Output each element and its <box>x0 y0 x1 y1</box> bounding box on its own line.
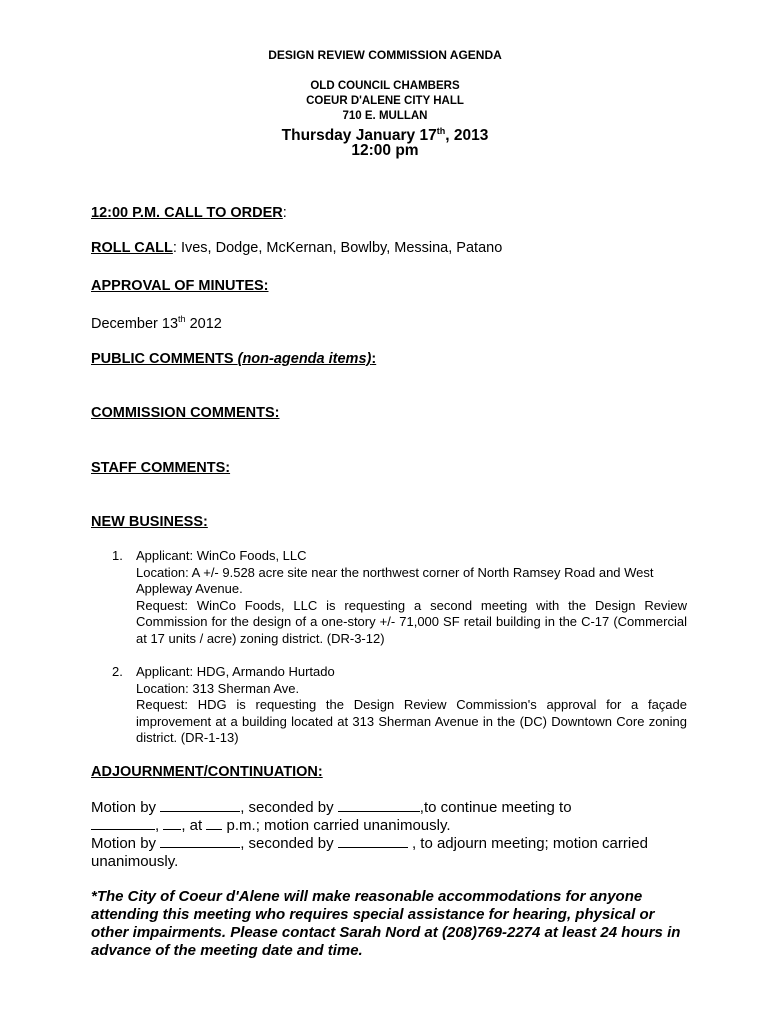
staff-comments-heading: STAFF COMMENTS: <box>91 460 231 476</box>
approval-of-minutes-heading: APPROVAL OF MINUTES: <box>91 278 269 294</box>
meeting-date: Thursday January 17th, 2013 <box>281 126 489 145</box>
blank-adjourn-motion-by[interactable] <box>160 835 240 848</box>
location-line-1: OLD COUNCIL CHAMBERS <box>310 80 460 92</box>
blank-seconded-by[interactable] <box>338 799 420 812</box>
item-1-location: Location: A +/- 9.528 acre site near the northwest corner of North Ramsey Road and West Appleway Avenue. <box>136 564 654 596</box>
roll-call-members: Ives, Dodge, McKernan, Bowlby, Messina, Patano <box>176 240 503 256</box>
blank-date[interactable] <box>91 817 155 830</box>
item-2-applicant: Applicant: HDG, Armando Hurtado <box>136 664 335 679</box>
roll-call: ROLL CALL: Ives, Dodge, McKernan, Bowlby, Messina, Patano <box>91 240 503 256</box>
minutes-date: December 13th 2012 <box>91 314 222 332</box>
agenda-title: DESIGN REVIEW COMMISSION AGENDA <box>268 48 502 62</box>
blank-motion-by[interactable] <box>160 799 240 812</box>
new-business-heading: NEW BUSINESS: <box>91 514 208 530</box>
item-2-request: Request: HDG is requesting the Design Review Commission's approval for a façade improvement at a building located at 313 Sherman Avenue in the (DC) Downtown Core zoning district. (DR-1-13) <box>136 697 687 745</box>
call-to-order: 12:00 P.M. CALL TO ORDER: <box>91 205 287 221</box>
item-1-applicant: Applicant: WinCo Foods, LLC <box>136 548 307 563</box>
blank-time[interactable] <box>206 817 222 830</box>
public-comments-heading: PUBLIC COMMENTS (non-agenda items): <box>91 351 377 367</box>
item-1-request: Request: WinCo Foods, LLC is requesting a second meeting with the Design Review Commission for the design of a one-story +/- 71,000 SF retail building in the C-17 (Commercial at 17 units / acre) zoning district. (DR-3-12) <box>136 597 687 646</box>
location-line-3: 710 E. MULLAN <box>342 110 428 122</box>
location-line-2: COEUR D'ALENE CITY HALL <box>306 95 464 107</box>
motion-continue: Motion by , seconded by ,to continue meeting to , , at p.m.; motion carried unanimously. <box>91 799 572 834</box>
commission-comments-heading: COMMISSION COMMENTS: <box>91 405 280 421</box>
blank-adjourn-seconded-by[interactable] <box>338 835 408 848</box>
meeting-time: 12:00 pm <box>351 142 419 159</box>
agenda-item-2: 2. Applicant: HDG, Armando Hurtado Location: 313 Sherman Ave. Request: HDG is requesting the Design Review Commission's approval for a façade improvement at a building located at 313 Sherman Avenue in the (DC) Downtown Core zoning district. (DR-1-13) <box>112 664 687 745</box>
agenda-item-1: 1. Applicant: WinCo Foods, LLC Location: A +/- 9.528 acre site near the northwest corner of North Ramsey Road and West Appleway Avenue. Request: WinCo Foods, LLC is requesting a second meeting with the Design Review Commission for the design of a one-story +/- 71,000 SF retail building in the C-17 (Commercial at 17 units / acre) zoning district. (DR-3-12) <box>112 548 687 646</box>
blank-day[interactable] <box>163 817 181 830</box>
accommodation-note: *The City of Coeur d'Alene will make reasonable accommodations for anyone attending this meeting who requires special assistance for hearing, physical or other impairments. Please contact Sarah Nord at (208)769-2274 at least 24 hours in advance of the meeting date and time. <box>91 888 681 959</box>
item-2-location: Location: 313 Sherman Ave. <box>136 680 300 696</box>
motion-adjourn: Motion by , seconded by , to adjourn meeting; motion carried unanimously. <box>91 835 648 870</box>
adjournment-heading: ADJOURNMENT/CONTINUATION: <box>91 764 323 780</box>
